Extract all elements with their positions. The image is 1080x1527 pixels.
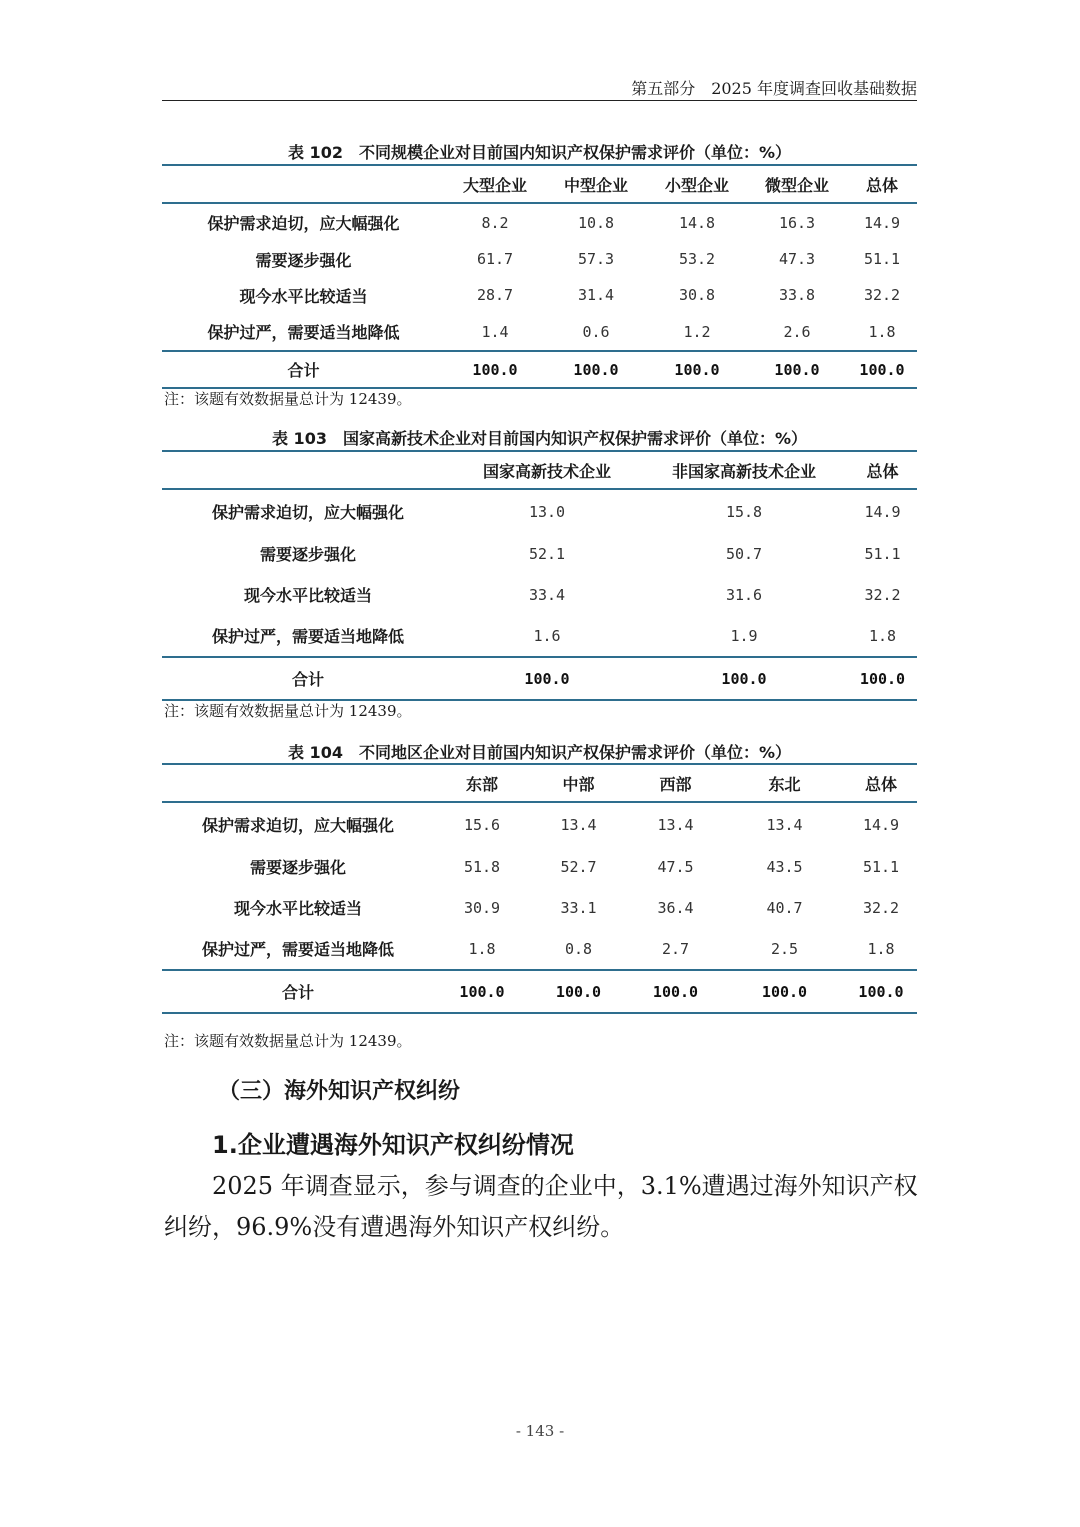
cell-value: 100.0 <box>573 360 619 379</box>
cell-value: 1.8 <box>468 939 496 958</box>
table-row <box>162 574 917 615</box>
table-row <box>162 846 917 887</box>
cell-value: 1.4 <box>481 322 509 341</box>
cell-value: 14.8 <box>678 213 716 232</box>
row-label: 需要逐步强化 <box>255 250 352 270</box>
cell-value: 100.0 <box>858 982 904 1001</box>
page-number: - 143 - <box>515 1422 565 1440</box>
column-header: 大型企业 <box>462 175 527 195</box>
row-label: 合计 <box>281 983 314 1002</box>
row-label: 保护过严，需要适当地降低 <box>211 627 404 646</box>
table-row <box>162 928 917 970</box>
row-label: 保护需求迫切，应大幅强化 <box>201 816 394 835</box>
table-row <box>162 802 917 846</box>
table-row <box>162 615 917 657</box>
cell-value: 30.9 <box>463 898 501 917</box>
cell-value: 100.0 <box>859 669 906 688</box>
column-header: 东部 <box>465 774 498 794</box>
column-header: 总体 <box>864 774 897 794</box>
cell-value: 32.2 <box>864 585 901 604</box>
column-header <box>162 764 434 802</box>
cell-value: 43.5 <box>766 857 803 876</box>
subsection-heading: 1.企业遭遇海外知识产权纠纷情况 <box>212 1131 574 1159</box>
cell-value: 13.4 <box>657 815 694 834</box>
table-row <box>162 533 917 574</box>
cell-value: 100.0 <box>761 982 808 1001</box>
table-104 <box>162 763 917 1014</box>
running-header <box>162 70 917 101</box>
cell-value: 14.9 <box>862 815 900 834</box>
row-label: 保护需求迫切，应大幅强化 <box>211 503 404 522</box>
cell-value: 53.2 <box>678 250 716 268</box>
table-103 <box>162 450 917 701</box>
table-header-row <box>162 764 917 802</box>
column-header: 中部 <box>562 774 595 794</box>
cell-value: 100.0 <box>859 360 905 379</box>
row-label: 保护需求迫切，应大幅强化 <box>207 214 400 233</box>
table-row <box>162 489 917 533</box>
cell-value: 31.4 <box>577 286 615 304</box>
cell-value: 16.3 <box>778 213 816 232</box>
row-label: 现今水平比较适当 <box>233 899 362 918</box>
cell-value: 14.9 <box>863 213 901 232</box>
cell-value: 100.0 <box>472 360 518 379</box>
column-header: 总体 <box>866 461 899 481</box>
cell-value: 14.9 <box>864 502 901 521</box>
cell-value: 8.2 <box>481 213 509 232</box>
cell-value: 13.0 <box>528 502 566 521</box>
cell-value: 33.4 <box>528 585 566 604</box>
table-row <box>162 277 917 313</box>
column-header: 非国家高新技术企业 <box>671 461 816 481</box>
cell-value: 1.6 <box>533 626 561 645</box>
table-total-row <box>162 970 917 1013</box>
cell-value: 2.7 <box>661 939 690 958</box>
cell-value: 2.6 <box>783 322 811 341</box>
column-header: 微型企业 <box>764 175 829 195</box>
body-paragraph: 2025 年调查显示，参与调查的企业中，3.1%遭遇过海外知识产权纠纷，96.9%没有遭遇海外知识产权纠纷。 <box>164 1172 918 1241</box>
cell-value: 30.8 <box>678 286 716 304</box>
cell-value: 10.8 <box>577 213 615 232</box>
cell-value: 51.1 <box>864 544 901 563</box>
cell-value: 51.8 <box>463 857 501 876</box>
cell-value: 15.8 <box>725 502 763 521</box>
cell-value: 50.7 <box>725 544 763 563</box>
row-label: 现今水平比较适当 <box>243 586 372 605</box>
cell-value: 2.5 <box>770 939 799 958</box>
cell-value: 61.7 <box>476 250 514 268</box>
cell-value: 33.8 <box>778 286 816 304</box>
section-heading: （三）海外知识产权纠纷 <box>218 1079 461 1104</box>
cell-value: 100.0 <box>774 360 820 379</box>
cell-value: 100.0 <box>524 669 570 688</box>
cell-value: 47.3 <box>778 250 816 268</box>
cell-value: 1.2 <box>683 322 711 341</box>
row-label: 保护过严，需要适当地降低 <box>201 940 394 959</box>
cell-value: 28.7 <box>476 286 514 304</box>
table-102 <box>162 164 917 389</box>
table-103-note: 注：该题有效数据量总计为 12439。 <box>164 702 412 720</box>
table-row <box>162 313 917 351</box>
cell-value: 52.1 <box>528 544 566 563</box>
row-label: 合计 <box>287 361 320 380</box>
row-label: 需要逐步强化 <box>259 545 356 564</box>
column-header: 国家高新技术企业 <box>482 461 611 481</box>
cell-value: 52.7 <box>560 857 597 876</box>
cell-value: 57.3 <box>577 250 615 268</box>
cell-value: 1.9 <box>730 626 758 645</box>
cell-value: 33.1 <box>560 898 597 917</box>
cell-value: 0.6 <box>582 322 610 341</box>
table-102-caption: 表 102 不同规模企业对目前国内知识产权保护需求评价（单位：%） <box>287 143 791 162</box>
column-header: 小型企业 <box>664 175 729 195</box>
cell-value: 0.8 <box>564 939 593 958</box>
cell-value: 1.8 <box>868 322 896 341</box>
table-104-note: 注：该题有效数据量总计为 12439。 <box>164 1032 412 1050</box>
table-row <box>162 241 917 277</box>
table-row <box>162 887 917 928</box>
cell-value: 32.2 <box>862 898 900 917</box>
column-header: 东北 <box>768 774 801 794</box>
running-header-text: 第五部分 2025 年度调查回收基础数据 <box>631 79 917 98</box>
cell-value: 1.8 <box>867 939 895 958</box>
column-header: 西部 <box>659 774 692 794</box>
cell-value: 51.1 <box>862 857 900 876</box>
table-header-row <box>162 165 917 203</box>
column-header <box>162 451 454 489</box>
table-total-row <box>162 657 917 700</box>
cell-value: 32.2 <box>863 286 901 304</box>
column-header: 总体 <box>865 175 898 195</box>
cell-value: 100.0 <box>721 669 767 688</box>
table-104-caption: 表 104 不同地区企业对目前国内知识产权保护需求评价（单位：%） <box>287 743 791 762</box>
table-total-row <box>162 351 917 388</box>
cell-value: 51.1 <box>863 250 901 268</box>
cell-value: 1.8 <box>868 626 897 645</box>
cell-value: 40.7 <box>766 898 803 917</box>
column-header: 中型企业 <box>563 175 628 195</box>
row-label: 现今水平比较适当 <box>239 286 368 306</box>
cell-value: 15.6 <box>463 815 501 834</box>
cell-value: 100.0 <box>555 982 602 1001</box>
table-row <box>162 203 917 241</box>
cell-value: 31.6 <box>725 585 763 604</box>
cell-value: 100.0 <box>674 360 720 379</box>
row-label: 保护过严，需要适当地降低 <box>207 323 400 342</box>
cell-value: 13.4 <box>560 815 597 834</box>
row-label: 需要逐步强化 <box>249 858 346 877</box>
cell-value: 47.5 <box>657 857 694 876</box>
cell-value: 36.4 <box>657 898 694 917</box>
cell-value: 100.0 <box>459 982 505 1001</box>
table-103-caption: 表 103 国家高新技术企业对目前国内知识产权保护需求评价（单位：%） <box>271 429 807 448</box>
cell-value: 13.4 <box>766 815 803 834</box>
row-label: 合计 <box>291 670 324 689</box>
table-header-row <box>162 451 917 489</box>
table-102-note: 注：该题有效数据量总计为 12439。 <box>164 390 412 408</box>
column-header <box>162 165 445 203</box>
cell-value: 100.0 <box>652 982 699 1001</box>
